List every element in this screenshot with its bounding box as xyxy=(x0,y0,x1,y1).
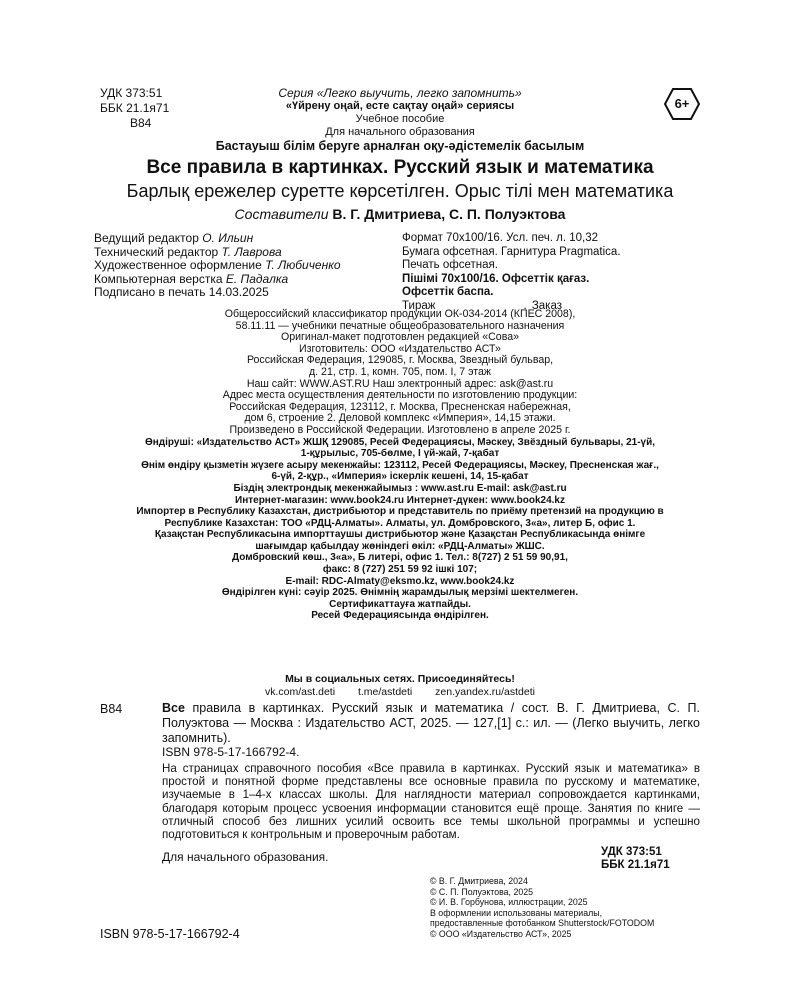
social-link-vk[interactable]: vk.com/ast.deti xyxy=(265,685,336,698)
book-type: Учебное пособие xyxy=(355,113,445,125)
imprint-kz-line: Өндіруші: «Издательство АСТ» ЖШҚ 129085, Ресей Федерациясы, Мәскеу, Звёздный бульвары, 21-үй, xyxy=(144,436,656,448)
imprint-line: Адрес места осуществления деятельности по изготовлению продукции: xyxy=(222,389,578,402)
copyright-line: В оформлении использованы материалы, xyxy=(430,907,603,918)
imprint-kz-line: Біздің электрондық мекенжайымыз : www.ast.ru E-mail: ask@ast.ru xyxy=(233,482,567,494)
series-title-ru: Серия «Легко выучить, легко запомнить» xyxy=(278,86,522,100)
series-title-kz: «Үйрену оңай, есте сақтау оңай» сериясы xyxy=(285,100,515,112)
bbk-code-footer: ББК 21.1я71 xyxy=(601,859,670,871)
imprint-line: дом 6, строение 2. Деловой комплекс «Империя», 14,15 этажи. xyxy=(244,412,556,425)
imprint-line: Российская Федерация, 129085, г. Москва, Звездный бульвар, xyxy=(246,354,554,367)
education-level-note: Для начального образования. xyxy=(162,850,329,864)
book-title-kz: Барлық ережелер суретте көрсетілген. Орыс тілі мен математика xyxy=(126,181,674,201)
imprint-kz-line: 6-үй, 2-құр., «Империя» іскерлік кешені, 14, 15-қабат xyxy=(271,471,529,483)
imprint-line: Оригинал-макет подготовлен редакцией «Сова» xyxy=(280,331,519,344)
format-line: Формат 70x100/16. Усл. печ. л. 10,32 xyxy=(402,232,599,244)
series-header xyxy=(130,87,670,154)
social-link-telegram[interactable]: t.me/astdeti xyxy=(357,685,413,698)
abstract xyxy=(162,762,700,841)
social-block xyxy=(0,673,800,698)
imprint-kz-line: Сертификаттауға жатпайды. xyxy=(329,598,471,610)
biblio-code: В84 xyxy=(100,702,123,716)
imprint-line: Наш сайт: WWW.AST.RU Наш электронный адрес: ask@ast.ru xyxy=(246,377,554,390)
circulation-line: Тираж . Заказ xyxy=(402,299,562,312)
imprint-kz-line: E-mail: RDC-Almaty@eksmo.kz, www.book24.kz xyxy=(285,575,515,587)
biblio-isbn: ISBN 978-5-17-166792-4. xyxy=(162,745,300,759)
imprint-line: Произведено в Российской Федерации. Изготовлено в апреле 2025 г. xyxy=(229,423,571,436)
imprint-line: д. 21, стр. 1, комн. 705, пом. I, 7 этаж xyxy=(308,365,492,378)
copyright-line: © В. Г. Дмитриева, 2024 xyxy=(430,876,528,886)
biblio-text: правила в картинках. Русский язык и математика / сост. В. Г. Дмитриева, С. П. Полуэктова — Москва : Издательство АСТ, 2025. — 127,[1] с.: ил. — (Легко выучить, легко запомнить). xyxy=(162,701,700,745)
biblio-record xyxy=(162,701,700,746)
author-mark: В84 xyxy=(130,116,152,130)
imprint-line: Российская Федерация, 123112, г. Москва, Пресненская набережная, xyxy=(229,400,571,413)
imprint-line: 58.11.11 — учебники печатные общеобразовательного назначения xyxy=(235,319,565,332)
social-title: Мы в социальных сетях. Присоединяйтесь! xyxy=(285,673,515,685)
biblio-title-word: Все xyxy=(162,701,185,715)
signed-to-print: Подписано в печать 14.03.2025 xyxy=(94,285,269,299)
imprint-kz-line: Өнім өндіру қызметін жүзеге асыру мекенжайы: 123112, Ресей Федерациясы, Мәскеу, Пресненская жағ., xyxy=(141,459,659,471)
editor-row: Технический редактор Т. Лаврова xyxy=(94,244,282,259)
imprint-block xyxy=(90,309,710,622)
imprint-kz-line: 1-құрылыс, 705-бөлме, I үй-жай, 7-қабат xyxy=(300,448,500,460)
print-format-block xyxy=(402,232,621,313)
copyright-line: © ООО «Издательство АСТ», 2025 xyxy=(430,928,572,939)
imprint-kz-line: факс: 8 (727) 251 59 92 ішкі 107; xyxy=(322,564,478,576)
udk-code-footer: УДК 373:51 xyxy=(601,846,662,858)
copyright-line: © И. В. Горбунова, иллюстрации, 2025 xyxy=(430,897,588,908)
editor-row: Компьютерная верстка Е. Падалка xyxy=(94,271,289,286)
format-line-kz: Пішімі 70x100/16. Офсеттік қағаз. xyxy=(402,272,590,285)
paper-line: Бумага офсетная. Гарнитура Pragmatica. xyxy=(402,245,621,258)
education-level-kz: Бастауыш білім беруге арналған оқу-әдістемелік басылым xyxy=(215,139,585,153)
social-link-zen[interactable]: zen.yandex.ru/astdeti xyxy=(435,685,535,698)
imprint-kz-line: Интернет-магазин: www.book24.ru Интернет-дүкен: www.book24.kz xyxy=(235,494,565,506)
imprint-kz-line: Өндірілген күні: сәуір 2025. Өнімнің жарамдылық мерзімі шектелмеген. xyxy=(221,587,579,599)
book-title-ru: Все правила в картинках. Русский язык и математика xyxy=(146,157,654,178)
imprint-kz-line: Ресей Федерациясында өндірілген. xyxy=(311,610,489,622)
copyright-line: © С. П. Полуэктова, 2025 xyxy=(430,886,534,897)
imprint-line: Изготовитель: ООО «Издательство АСТ» xyxy=(299,342,501,355)
age-rating-badge xyxy=(664,88,700,120)
copyright-line: предоставленные фотобанком Shutterstock/FOTODOM xyxy=(430,918,655,929)
age-rating-label: 6+ xyxy=(674,96,690,111)
authors-line xyxy=(0,205,800,223)
print-line-kz: Офсеттік баспа. xyxy=(402,286,494,298)
udk-bbk-footer xyxy=(601,846,670,872)
editors-list xyxy=(94,232,341,300)
copyright-block xyxy=(430,876,654,940)
authors-names: В. Г. Дмитриева, С. П. Полуэктова xyxy=(332,206,566,222)
print-line: Печать офсетная. xyxy=(402,259,498,271)
imprint-kz-line: Домбровский көш., 3«а», Б литері, офис 1. Тел.: 8(727) 2 51 59 90,91, xyxy=(232,552,568,564)
editor-row: Художественное оформление Т. Любиченко xyxy=(94,258,341,272)
udk-code: УДК 373:51 xyxy=(100,86,163,100)
social-links xyxy=(0,686,800,699)
abstract-text: На страницах справочного пособия «Все правила в картинках. Русский язык и математика» в простой и понятной форме представлены все основные правила по русскому и математике, изучаемые в 1–4-х классах школы. Для наглядности материал сопровождается картинками, благодаря которым процесс усвоения информации становится ещё проще. Занятия по книге — отличный способ без лишних усилий освоить все темы школьной программы и успешно подготовиться к контрольным и проверочным работам. xyxy=(162,762,700,842)
imprint-line: Общероссийский классификатор продукции ОК-034-2014 (КПЕС 2008), xyxy=(224,308,576,320)
authors-role: Составители xyxy=(234,206,329,222)
editor-row: Ведущий редактор О. Ильин xyxy=(94,231,254,245)
imprint-kz-line: Қазақстан Республикасына импорттаушы дистрибьютор және Қазақстан Республикасында өнімге xyxy=(154,529,646,541)
imprint-kz-line: шағымдар қабылдау жөніндегі өкіл: «РДЦ-Алматы» ЖШС. xyxy=(255,540,545,552)
imprint-kz-line: Импортер в Республику Казахстан, дистрибьютор и представитель по приёму претензий на продукцию в xyxy=(136,506,664,518)
imprint-kz-line: Республике Казахстан: ТОО «РДЦ-Алматы». Алматы, ул. Домбровского, 3«а», литер Б, офис 1. xyxy=(164,517,636,529)
isbn-footer: ISBN 978-5-17-166792-4 xyxy=(100,927,240,941)
bbk-code: ББК 21.1я71 xyxy=(100,101,170,115)
education-level: Для начального образования xyxy=(325,126,475,138)
